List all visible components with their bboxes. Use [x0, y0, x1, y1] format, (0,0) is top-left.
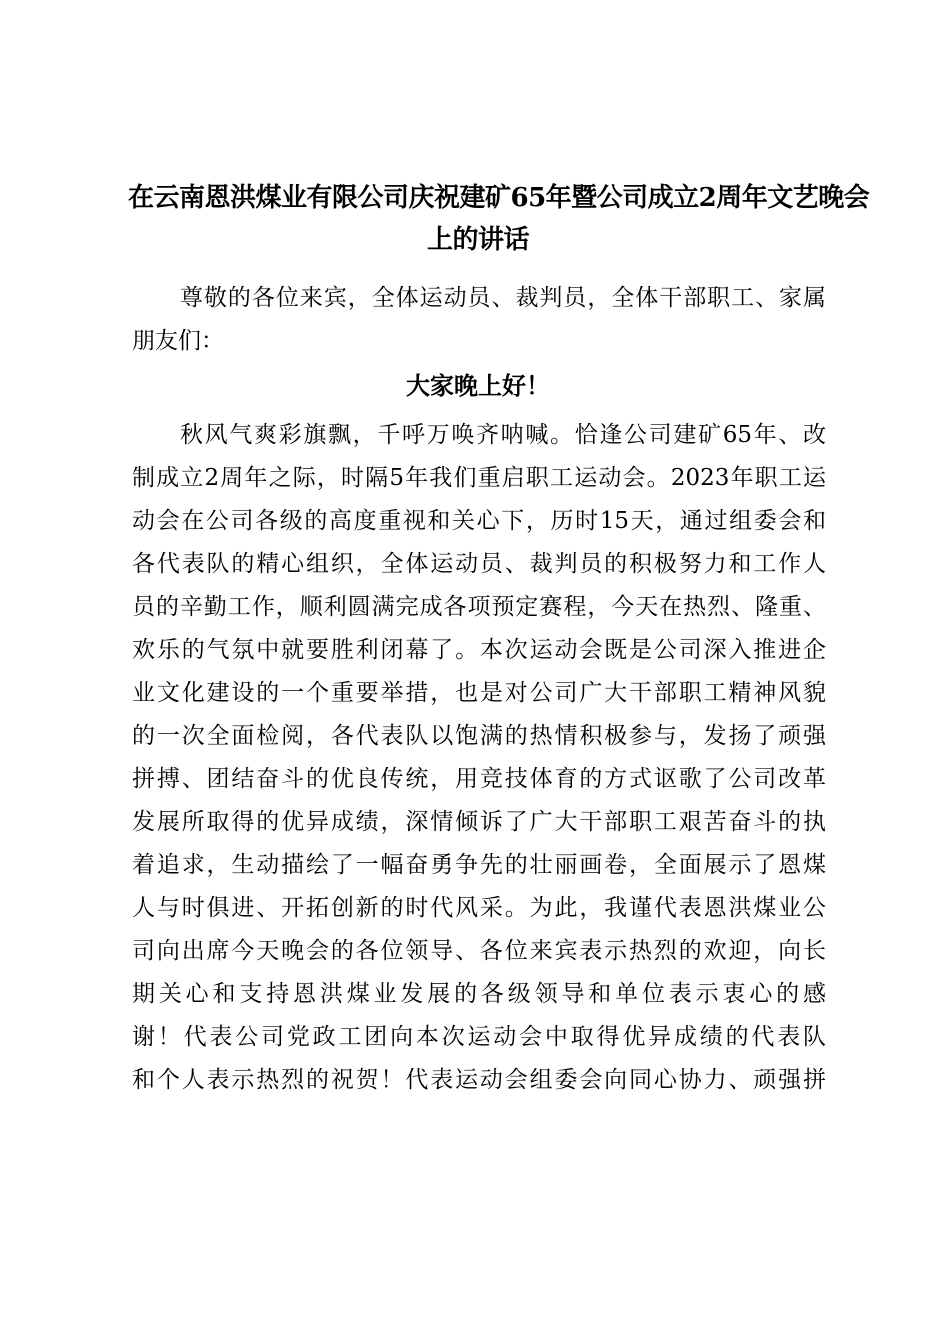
body-line: 的一次全面检阅，各代表队以饱满的热情积极参与，发扬了顽强 [132, 723, 826, 749]
greeting: 大家晚上好！ [406, 371, 550, 400]
salutation-line-2: 朋友们： [132, 328, 224, 354]
body-line: 各代表队的精心组织，全体运动员、裁判员的积极努力和工作人 [132, 551, 826, 577]
body-line: 动会在公司各级的高度重视和关心下，历时15天，通过组委会和 [132, 508, 826, 534]
body-line: 秋风气爽彩旗飘，千呼万唤齐呐喊。恰逢公司建矿65年、改 [180, 422, 826, 448]
body-line: 人与时俱进、开拓创新的时代风采。为此，我谨代表恩洪煤业公 [132, 895, 826, 921]
body-line: 业文化建设的一个重要举措，也是对公司广大干部职工精神风貌 [132, 680, 826, 706]
body-line: 拼搏、团结奋斗的优良传统，用竞技体育的方式讴歌了公司改革 [132, 766, 826, 792]
body-line: 和个人表示热烈的祝贺！代表运动会组委会向同心协力、顽强拼 [132, 1067, 826, 1093]
body-line: 期关心和支持恩洪煤业发展的各级领导和单位表示衷心的感 [132, 981, 826, 1007]
document-title-line-1: 在云南恩洪煤业有限公司庆祝建矿65年暨公司成立2周年文艺晚会 [128, 183, 870, 213]
body-line: 谢！代表公司党政工团向本次运动会中取得优异成绩的代表队 [132, 1024, 826, 1050]
body-line: 发展所取得的优异成绩，深情倾诉了广大干部职工艰苦奋斗的执 [132, 809, 826, 835]
document-title-line-2: 上的讲话 [426, 225, 529, 255]
salutation-line-1: 尊敬的各位来宾，全体运动员、裁判员，全体干部职工、家属 [180, 285, 826, 311]
body-line: 着追求，生动描绘了一幅奋勇争先的壮丽画卷，全面展示了恩煤 [132, 852, 826, 878]
body-line: 员的辛勤工作，顺利圆满完成各项预定赛程，今天在热烈、隆重、 [132, 594, 826, 620]
body-line: 欢乐的气氛中就要胜利闭幕了。本次运动会既是公司深入推进企 [132, 637, 826, 663]
body-line: 制成立2周年之际，时隔5年我们重启职工运动会。2023年职工运 [132, 465, 826, 491]
body-line: 司向出席今天晚会的各位领导、各位来宾表示热烈的欢迎，向长 [132, 938, 826, 964]
